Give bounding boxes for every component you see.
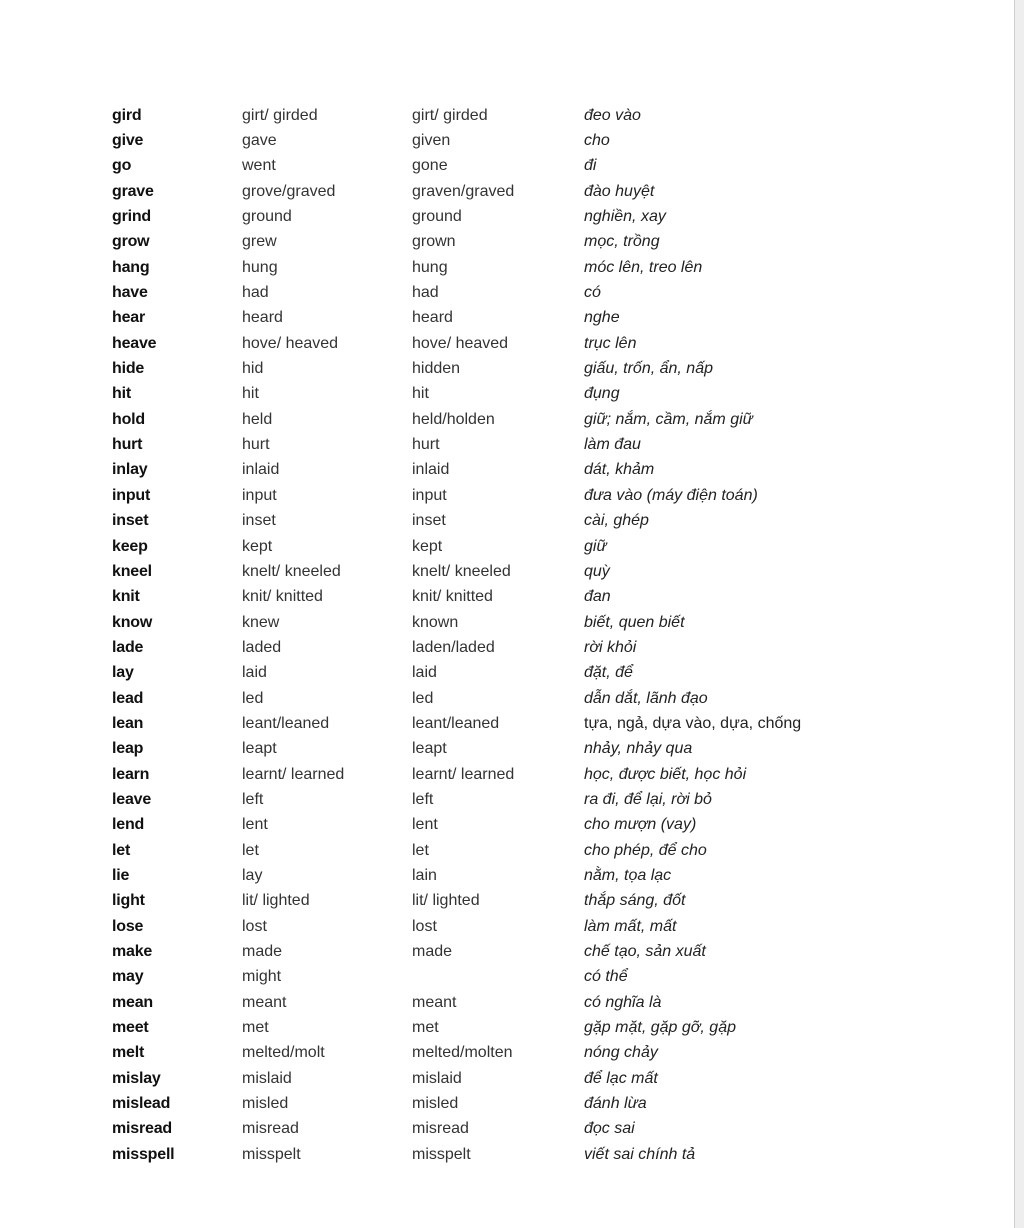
past-simple-cell: misread bbox=[242, 1120, 299, 1138]
meaning-cell: trục lên bbox=[584, 334, 637, 352]
past-simple-cell: knit/ knitted bbox=[242, 588, 323, 606]
past-participle-cell: knit/ knitted bbox=[412, 588, 493, 606]
past-participle-cell: meant bbox=[412, 993, 457, 1011]
base-form-cell: meet bbox=[112, 1019, 149, 1037]
meaning-cell: đụng bbox=[584, 385, 620, 403]
base-form-cell: hang bbox=[112, 258, 150, 276]
past-participle-cell: hit bbox=[412, 385, 429, 403]
past-simple-cell: lost bbox=[242, 917, 267, 935]
meaning-cell: viết sai chính tả bbox=[584, 1145, 696, 1163]
past-simple-cell: melted/molt bbox=[242, 1044, 325, 1062]
past-simple-cell: heard bbox=[242, 309, 283, 327]
past-simple-cell: leapt bbox=[242, 740, 277, 758]
table-row bbox=[112, 1015, 801, 1040]
past-participle-cell: met bbox=[412, 1019, 439, 1037]
base-form-cell: lead bbox=[112, 689, 144, 707]
past-participle-cell: hurt bbox=[412, 436, 440, 454]
base-form-cell: heave bbox=[112, 334, 157, 352]
base-form-cell: lay bbox=[112, 664, 134, 682]
meaning-cell: mọc, trồng bbox=[584, 233, 660, 251]
base-form-cell: give bbox=[112, 132, 144, 150]
meaning-cell: nhảy, nhảy qua bbox=[584, 740, 693, 758]
meaning-cell: học, được biết, học hỏi bbox=[584, 765, 747, 783]
base-form-cell: lean bbox=[112, 714, 144, 732]
past-simple-cell: lay bbox=[242, 866, 263, 884]
base-form-cell: mean bbox=[112, 993, 153, 1011]
meaning-cell: ra đi, để lại, rời bỏ bbox=[584, 790, 712, 808]
past-simple-cell: knelt/ kneeled bbox=[242, 562, 341, 580]
past-simple-cell: laid bbox=[242, 664, 267, 682]
base-form-cell: hit bbox=[112, 385, 131, 403]
table-row bbox=[112, 230, 801, 255]
base-form-cell: go bbox=[112, 157, 132, 175]
past-simple-cell: mislaid bbox=[242, 1069, 292, 1087]
table-row bbox=[112, 838, 801, 863]
past-participle-cell: misspelt bbox=[412, 1145, 471, 1163]
past-participle-cell: hung bbox=[412, 258, 448, 276]
meaning-cell: làm mất, mất bbox=[584, 917, 677, 935]
past-simple-cell: misled bbox=[242, 1095, 289, 1113]
base-form-cell: lend bbox=[112, 816, 145, 834]
past-participle-cell: hove/ heaved bbox=[412, 334, 509, 352]
base-form-cell: input bbox=[112, 486, 151, 504]
base-form-cell: lose bbox=[112, 917, 144, 935]
past-simple-cell: grove/graved bbox=[242, 182, 336, 200]
base-form-cell: misread bbox=[112, 1120, 172, 1138]
meaning-cell: để lạc mất bbox=[584, 1069, 658, 1087]
table-row bbox=[112, 1142, 801, 1167]
meaning-cell: đưa vào (máy điện toán) bbox=[584, 486, 758, 504]
past-participle-cell: inlaid bbox=[412, 461, 450, 479]
base-form-cell: kneel bbox=[112, 562, 152, 580]
table-row bbox=[112, 762, 801, 787]
table-row bbox=[112, 534, 801, 559]
table-row bbox=[112, 458, 801, 483]
past-simple-cell: met bbox=[242, 1019, 269, 1037]
base-form-cell: knit bbox=[112, 588, 140, 606]
base-form-cell: grind bbox=[112, 208, 151, 226]
meaning-cell: có nghĩa là bbox=[584, 993, 662, 1011]
base-form-cell: may bbox=[112, 968, 144, 986]
table-row bbox=[112, 635, 801, 660]
meaning-cell: chế tạo, sản xuất bbox=[584, 943, 706, 961]
past-participle-cell: leant/leaned bbox=[412, 714, 500, 732]
table-row bbox=[112, 914, 801, 939]
meaning-cell: nghe bbox=[584, 309, 620, 327]
meaning-cell: nóng chảy bbox=[584, 1044, 658, 1062]
past-simple-cell: let bbox=[242, 841, 259, 859]
past-simple-cell: hid bbox=[242, 360, 264, 378]
base-form-cell: mislead bbox=[112, 1095, 171, 1113]
past-simple-cell: grew bbox=[242, 233, 277, 251]
meaning-cell: rời khỏi bbox=[584, 638, 637, 656]
past-participle-cell: hidden bbox=[412, 360, 461, 378]
meaning-cell: giữ; nắm, cầm, nắm giữ bbox=[584, 410, 753, 428]
past-simple-cell: kept bbox=[242, 537, 273, 555]
table-row bbox=[112, 179, 801, 204]
past-participle-cell: girt/ girded bbox=[412, 106, 488, 124]
base-form-cell: hide bbox=[112, 360, 145, 378]
table-row bbox=[112, 661, 801, 686]
base-form-cell: misspell bbox=[112, 1145, 175, 1163]
past-participle-cell bbox=[412, 965, 584, 990]
table-row bbox=[112, 280, 801, 305]
past-simple-cell: hung bbox=[242, 258, 278, 276]
base-form-cell: grow bbox=[112, 233, 150, 251]
meaning-cell: cài, ghép bbox=[584, 512, 649, 530]
meaning-cell: gặp mặt, gặp gỡ, gặp bbox=[584, 1019, 736, 1037]
past-participle-cell: given bbox=[412, 132, 451, 150]
base-form-cell: melt bbox=[112, 1044, 145, 1062]
irregular-verb-table bbox=[112, 103, 801, 1167]
meaning-cell: đan bbox=[584, 588, 611, 606]
table-row bbox=[112, 103, 801, 128]
past-simple-cell: input bbox=[242, 486, 277, 504]
meaning-cell: quỳ bbox=[584, 562, 610, 580]
past-simple-cell: inset bbox=[242, 512, 276, 530]
meaning-cell: đánh lừa bbox=[584, 1095, 647, 1113]
base-form-cell: leave bbox=[112, 790, 152, 808]
past-participle-cell: learnt/ learned bbox=[412, 765, 515, 783]
past-participle-cell: kept bbox=[412, 537, 443, 555]
table-row bbox=[112, 1117, 801, 1142]
meaning-cell: giữ bbox=[584, 537, 607, 555]
base-form-cell: hold bbox=[112, 410, 145, 428]
past-simple-cell: lit/ lighted bbox=[242, 892, 310, 910]
meaning-cell: có bbox=[584, 284, 601, 302]
table-row bbox=[112, 1091, 801, 1116]
past-participle-cell: misread bbox=[412, 1120, 469, 1138]
past-participle-cell: held/holden bbox=[412, 410, 495, 428]
meaning-cell: móc lên, treo lên bbox=[584, 258, 703, 276]
past-simple-cell: misspelt bbox=[242, 1145, 301, 1163]
table-row bbox=[112, 382, 801, 407]
base-form-cell: lie bbox=[112, 866, 130, 884]
meaning-cell: dẫn dắt, lãnh đạo bbox=[584, 689, 708, 707]
base-form-cell: light bbox=[112, 892, 145, 910]
meaning-cell: đeo vào bbox=[584, 106, 641, 124]
table-row bbox=[112, 1041, 801, 1066]
past-simple-cell: had bbox=[242, 284, 269, 302]
table-row bbox=[112, 407, 801, 432]
past-simple-cell: lent bbox=[242, 816, 268, 834]
table-row bbox=[112, 813, 801, 838]
past-simple-cell: laded bbox=[242, 638, 282, 656]
past-participle-cell: lost bbox=[412, 917, 437, 935]
meaning-cell: đọc sai bbox=[584, 1120, 635, 1138]
table-row bbox=[112, 711, 801, 736]
past-simple-cell: leant/leaned bbox=[242, 714, 330, 732]
past-participle-cell: let bbox=[412, 841, 429, 859]
table-row bbox=[112, 432, 801, 457]
table-row bbox=[112, 585, 801, 610]
meaning-cell: có thể bbox=[584, 968, 628, 986]
meaning-cell: nằm, tọa lạc bbox=[584, 866, 672, 884]
past-simple-cell: ground bbox=[242, 208, 292, 226]
past-simple-cell: girt/ girded bbox=[242, 106, 318, 124]
past-simple-cell: inlaid bbox=[242, 461, 280, 479]
meaning-cell: thắp sáng, đốt bbox=[584, 892, 686, 910]
past-participle-cell: melted/molten bbox=[412, 1044, 513, 1062]
table-row bbox=[112, 483, 801, 508]
past-simple-cell: meant bbox=[242, 993, 287, 1011]
past-simple-cell: gave bbox=[242, 132, 277, 150]
table-row bbox=[112, 737, 801, 762]
base-form-cell: inlay bbox=[112, 461, 148, 479]
meaning-cell: cho mượn (vay) bbox=[584, 816, 697, 834]
base-form-cell: let bbox=[112, 841, 131, 859]
meaning-cell: đào huyệt bbox=[584, 182, 655, 200]
base-form-cell: know bbox=[112, 613, 153, 631]
table-row bbox=[112, 939, 801, 964]
base-form-cell: gird bbox=[112, 106, 142, 124]
table-row bbox=[112, 204, 801, 229]
table-row bbox=[112, 1066, 801, 1091]
past-participle-cell: had bbox=[412, 284, 439, 302]
meaning-cell: dát, khảm bbox=[584, 461, 655, 479]
base-form-cell: mislay bbox=[112, 1069, 161, 1087]
past-simple-cell: went bbox=[242, 157, 276, 175]
meaning-cell: đặt, để bbox=[584, 664, 633, 682]
table-row bbox=[112, 128, 801, 153]
scrollbar-track[interactable] bbox=[1014, 0, 1024, 1228]
past-participle-cell: lent bbox=[412, 816, 438, 834]
past-participle-cell: graven/graved bbox=[412, 182, 515, 200]
table-row bbox=[112, 306, 801, 331]
table-row bbox=[112, 686, 801, 711]
base-form-cell: make bbox=[112, 943, 153, 961]
table-row bbox=[112, 331, 801, 356]
base-form-cell: hurt bbox=[112, 436, 143, 454]
table-row bbox=[112, 509, 801, 534]
table-row bbox=[112, 863, 801, 888]
meaning-cell: biết, quen biết bbox=[584, 613, 685, 631]
past-simple-cell: knew bbox=[242, 613, 280, 631]
table-row bbox=[112, 990, 801, 1015]
meaning-cell: làm đau bbox=[584, 436, 641, 454]
table-row bbox=[112, 356, 801, 381]
past-simple-cell: left bbox=[242, 790, 264, 808]
past-simple-cell: hit bbox=[242, 385, 259, 403]
past-participle-cell: lit/ lighted bbox=[412, 892, 480, 910]
meaning-cell: tựa, ngả, dựa vào, dựa, chống bbox=[584, 714, 802, 732]
table-row bbox=[112, 965, 801, 990]
past-participle-cell: laid bbox=[412, 664, 437, 682]
meaning-cell: đi bbox=[584, 157, 597, 175]
past-participle-cell: leapt bbox=[412, 740, 447, 758]
table-row bbox=[112, 255, 801, 280]
table-row bbox=[112, 787, 801, 812]
meaning-cell: cho bbox=[584, 132, 610, 150]
past-participle-cell: ground bbox=[412, 208, 462, 226]
table-row bbox=[112, 559, 801, 584]
past-participle-cell: knelt/ kneeled bbox=[412, 562, 511, 580]
base-form-cell: lade bbox=[112, 638, 144, 656]
past-participle-cell: misled bbox=[412, 1095, 459, 1113]
base-form-cell: grave bbox=[112, 182, 154, 200]
past-participle-cell: gone bbox=[412, 157, 448, 175]
past-simple-cell: made bbox=[242, 943, 283, 961]
past-simple-cell: led bbox=[242, 689, 264, 707]
base-form-cell: hear bbox=[112, 309, 145, 327]
base-form-cell: inset bbox=[112, 512, 149, 530]
past-participle-cell: input bbox=[412, 486, 447, 504]
past-participle-cell: grown bbox=[412, 233, 456, 251]
base-form-cell: have bbox=[112, 284, 148, 302]
past-participle-cell: led bbox=[412, 689, 434, 707]
table-row bbox=[112, 610, 801, 635]
past-participle-cell: laden/laded bbox=[412, 638, 495, 656]
past-simple-cell: learnt/ learned bbox=[242, 765, 345, 783]
past-simple-cell: held bbox=[242, 410, 273, 428]
base-form-cell: keep bbox=[112, 537, 148, 555]
meaning-cell: nghiền, xay bbox=[584, 208, 666, 226]
past-simple-cell: hurt bbox=[242, 436, 270, 454]
past-participle-cell: heard bbox=[412, 309, 453, 327]
past-simple-cell: might bbox=[242, 968, 282, 986]
base-form-cell: leap bbox=[112, 740, 144, 758]
table-row bbox=[112, 154, 801, 179]
table-row bbox=[112, 889, 801, 914]
past-participle-cell: inset bbox=[412, 512, 446, 530]
past-participle-cell: left bbox=[412, 790, 434, 808]
past-participle-cell: mislaid bbox=[412, 1069, 462, 1087]
past-participle-cell: lain bbox=[412, 866, 437, 884]
verb-table-body bbox=[112, 103, 801, 1167]
past-participle-cell: known bbox=[412, 613, 459, 631]
meaning-cell: giấu, trốn, ẩn, nấp bbox=[584, 360, 713, 378]
past-participle-cell: made bbox=[412, 943, 453, 961]
past-simple-cell: hove/ heaved bbox=[242, 334, 339, 352]
base-form-cell: learn bbox=[112, 765, 150, 783]
meaning-cell: cho phép, để cho bbox=[584, 841, 707, 859]
